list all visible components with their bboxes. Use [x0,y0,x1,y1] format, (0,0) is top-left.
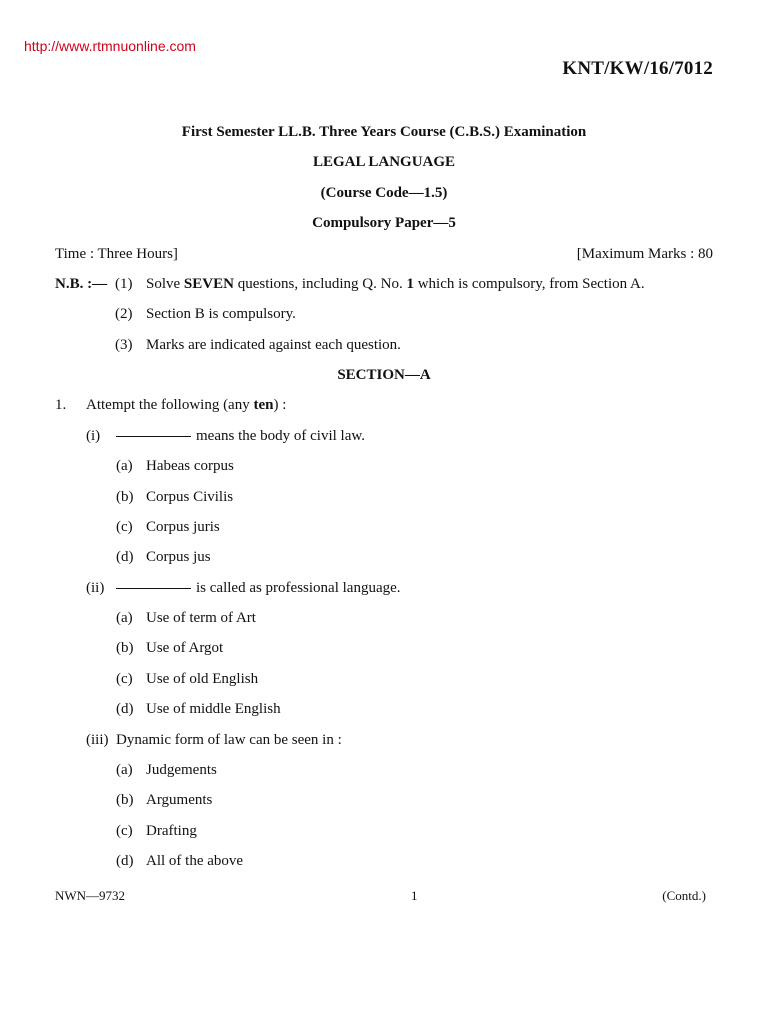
subq-iii-text: Dynamic form of law can be seen in : [116,732,342,748]
answer-blank [116,436,191,437]
page-number: 1 [411,888,418,903]
nb-item-3: Marks are indicated against each question. [146,337,401,353]
option-text: Use of middle English [146,701,281,717]
option-label: (c) [116,519,133,535]
subq-i-number: (i) [86,428,101,444]
question-1-number: 1. [55,397,67,413]
continued-label: (Contd.) [662,888,706,903]
option-text: Judgements [146,762,217,778]
paper-title: Compulsory Paper—5 [312,215,456,231]
subq-ii-text: is called as professional language. [116,579,401,597]
option-label: (a) [116,458,133,474]
option-text: Corpus Civilis [146,489,234,505]
nb-item-1: Solve SEVEN questions, including Q. No. 1 which is compulsory, from Section A. [146,276,645,292]
option-label: (b) [116,792,134,808]
subq-ii-number: (ii) [86,580,105,596]
option-label: (c) [116,823,133,839]
subq-i-text: means the body of civil law. [116,427,365,445]
question-1-text: Attempt the following (any ten) : [86,397,287,413]
option-text: Drafting [146,823,197,839]
option-label: (a) [116,762,133,778]
option-label: (d) [116,549,134,565]
option-label: (d) [116,701,134,717]
option-text: Corpus juris [146,519,220,535]
subq-iii-number: (iii) [86,732,109,748]
nb-item-2: Section B is compulsory. [146,306,296,322]
nb-label: N.B. :— [55,276,108,292]
footer-code: NWN—9732 [55,888,126,903]
max-marks-label: [Maximum Marks : 80 [576,246,713,262]
source-url-link[interactable]: http://www.rtmnuonline.com [24,38,196,54]
option-text: Habeas corpus [146,458,234,474]
option-text: Arguments [146,792,213,808]
option-text: Use of Argot [146,640,224,656]
option-label: (b) [116,640,134,656]
time-label: Time : Three Hours] [55,246,178,262]
option-text: All of the above [146,853,244,869]
option-label: (d) [116,853,134,869]
option-text: Use of term of Art [146,610,256,626]
option-text: Corpus jus [146,549,211,565]
subject-title: LEGAL LANGUAGE [312,154,456,170]
option-text: Use of old English [146,671,259,687]
option-label: (b) [116,489,134,505]
section-title: SECTION—A [337,367,431,383]
option-label: (a) [116,610,133,626]
course-code: (Course Code—1.5) [320,185,448,201]
answer-blank [116,588,191,589]
nb-item-3-num: (3) [115,337,133,353]
paper-code: KNT/KW/16/7012 [562,58,713,79]
exam-title: First Semester LL.B. Three Years Course (C.B.S.) Examination [181,124,587,140]
option-label: (c) [116,671,133,687]
nb-item-1-num: (1) [115,276,133,292]
nb-item-2-num: (2) [115,306,133,322]
